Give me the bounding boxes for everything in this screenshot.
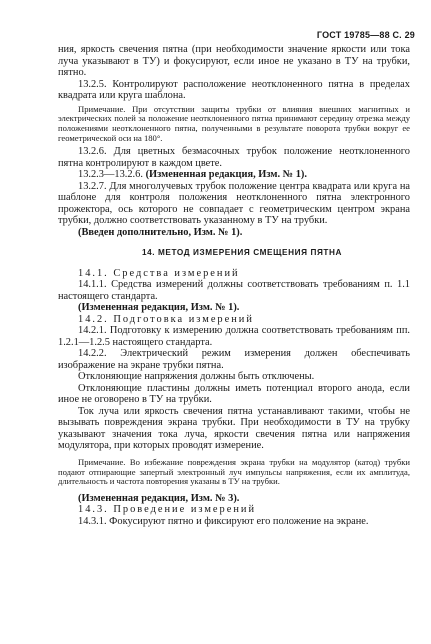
added-note: (Введен дополнительно, Изм. № 1).	[78, 226, 243, 238]
paragraph-deflection-voltages: Отклоняющие напряжения должны быть отключены.	[78, 371, 315, 383]
note-screen-protection: Примечание. Во избежание повреждения экрана трубки на модулятор (катод) трубки подают отпирающие запертый электронный луч импульсы напряжения, если их амплитуда, длительность и частота повторения указаны в ТУ на трубки.	[58, 456, 410, 487]
note-magnetic-fields: Примечание. При отсутствии защиты трубки от влияния внешних магнитных и электрических полей за положение неотклоненного пятна принимают середину отрезка между положениями неотклоненного пятна, полученными в результате поворота трубки вокруг ее геометрической оси на 180°.	[58, 103, 410, 143]
heading-14-1: 14.1. Средства измерений	[78, 267, 240, 279]
paragraph-13-2-6: 13.2.6. Для цветных безмасочных трубок положение неотклоненного пятна контролируют в каждом цвете.	[58, 146, 410, 169]
paragraph-14-3-1: 14.3.1. Фокусируют пятно и фиксируют его положение на экране.	[78, 515, 369, 527]
amendment-line-1	[58, 169, 410, 181]
paragraph-14-2-1: 14.2.1. Подготовку к измерению должна соответствовать требованиям пп. 1.2.1—1.2.5 настоящего стандарта.	[58, 325, 410, 348]
page-body	[58, 44, 410, 527]
page-header: ГОСТ 19785—88 С. 29	[316, 30, 415, 40]
amendment-ref: 13.2.3—13.2.6.	[78, 169, 143, 181]
heading-14-2: 14.2. Подготовка измерений	[78, 313, 254, 325]
amendment-note: (Измененная редакция, Изм. № 1).	[78, 302, 240, 314]
heading-14-3: 14.3. Проведение измерений	[78, 504, 257, 516]
paragraph-13-2-5: 13.2.5. Контролируют расположение неотклоненного пятна в пределах квадрата или круга шаблона.	[58, 78, 410, 101]
paragraph-continuation: ния, яркость свечения пятна (при необходимости значение яркости или тока луча указывают в ТУ) и фокусируют, если иное не указано в ТУ на трубки, пятно.	[58, 44, 410, 78]
paragraph-13-2-7: 13.2.7. Для многолучевых трубок положение центра квадрата или круга на шаблоне для контроля положения неотклоненного пятна электронного прожектора, ось которого не совпадает с геометрическим центром экрана трубки, должно соответствовать указанному в ТУ на трубки.	[58, 180, 410, 227]
section-title: 14. МЕТОД ИЗМЕРЕНИЯ СМЕЩЕНИЯ ПЯТНА	[141, 248, 343, 258]
paragraph-14-1-1: 14.1.1. Средства измерений должны соответствовать требованиям п. 1.1 настоящего стандарта.	[58, 279, 410, 302]
paragraph-deflection-plates: Отклоняющие пластины должны иметь потенциал второго анода, если иное не оговорено в ТУ на трубки.	[58, 382, 410, 406]
paragraph-14-2-2: 14.2.2. Электрический режим измерения должен обеспечивать изображение на экране трубки пятна.	[58, 348, 410, 371]
amendment-note: (Измененная редакция, Изм. № 3).	[78, 492, 240, 504]
paragraph-beam-current: Ток луча или яркость свечения пятна устанавливают такими, чтобы не вызывать повреждения экрана трубки. При необходимости в ТУ на трубку указывают значения тока луча, яркости свечения пятна или напряжения модулятора, при которых проводят измерение.	[58, 405, 410, 452]
amendment-note: (Измененная редакция, Изм. № 1).	[145, 169, 307, 181]
